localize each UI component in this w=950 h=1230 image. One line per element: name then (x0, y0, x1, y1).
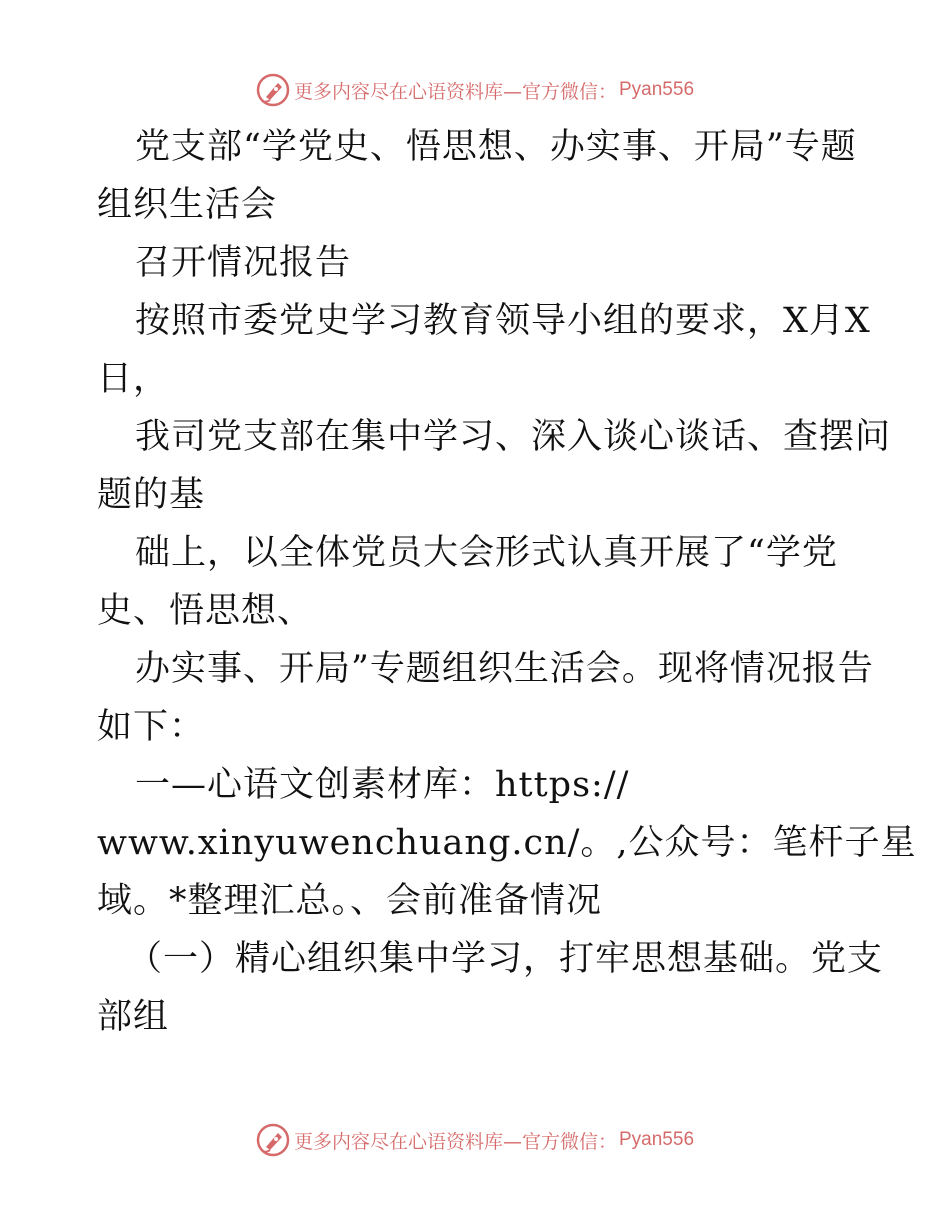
text-line: www.xinyuwenchuang.cn/。,公众号：笔杆子星 (97, 823, 917, 863)
document-body (97, 118, 917, 1046)
text-line: 题的基 (97, 475, 206, 515)
text-line: 我司党支部在集中学习、深入谈心谈话、查摆问 (135, 417, 892, 457)
footer-watermark (0, 1120, 950, 1160)
text-line: 召开情况报告 (135, 243, 352, 283)
text-line: 域。*整理汇总。、会前准备情况 (97, 881, 603, 921)
text-line: 日， (97, 359, 170, 399)
text-line: 办实事、开局”专题组织生活会。现将情况报告 (135, 649, 874, 689)
pen-nib-logo-icon (256, 73, 290, 107)
pen-nib-logo-icon (256, 1123, 290, 1157)
watermark-text: 更多内容尽在心语资料库—官方微信： (293, 80, 617, 103)
text-line: 一—心语文创素材库：https:// (135, 765, 630, 805)
text-line: （一）精心组织集中学习，打牢思想基础。党支 (127, 939, 884, 979)
text-line: 组织生活会 (97, 185, 278, 225)
watermark-account: Pyan556 (619, 79, 695, 100)
header-watermark (0, 70, 950, 110)
text-line: 党支部“学党史、悟思想、办实事、开局”专题 (135, 127, 857, 167)
text-line: 如下： (97, 707, 206, 747)
watermark-account: Pyan556 (619, 1129, 695, 1150)
text-line: 部组 (97, 997, 170, 1037)
text-line: 史、悟思想、 (97, 591, 314, 631)
text-line: 按照市委党史学习教育领导小组的要求，X月X (135, 301, 871, 341)
watermark-text: 更多内容尽在心语资料库—官方微信： (293, 1130, 617, 1153)
text-line: 础上，以全体党员大会形式认真开展了“学党 (135, 533, 838, 573)
